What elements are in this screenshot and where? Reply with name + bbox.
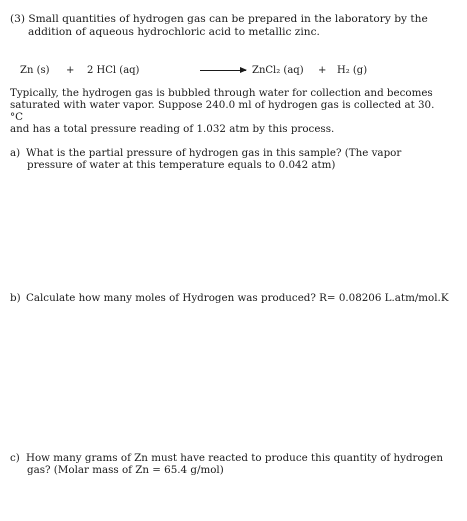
question-a [10, 147, 455, 171]
context-line-1: Typically, the hydrogen gas is bubbled through water for collection and becomes [10, 87, 433, 99]
context-line-3: and has a total pressure reading of 1.032 atm by this process. [10, 123, 335, 135]
question-c-line-2: gas? (Molar mass of Zn = 65.4 g/mol) [27, 464, 224, 476]
question-a-line-1: What is the partial pressure of hydrogen gas in this sample? (The vapor [26, 147, 402, 159]
product-hydrogen: H₂ (g) [337, 65, 368, 76]
reactant-hcl: 2 HCl (aq) [87, 65, 140, 76]
question-b-letter: b) [10, 292, 21, 304]
problem-statement [10, 13, 450, 38]
question-c [10, 452, 455, 476]
problem-header-line-2: addition of aqueous hydrochloric acid to metallic zinc. [28, 25, 320, 38]
plus-sign-1: + [66, 65, 75, 76]
question-b-line-1: Calculate how many moles of Hydrogen was produced? R= 0.08206 L.atm/mol.K [26, 292, 449, 304]
problem-header-line-1: (3) Small quantities of hydrogen gas can be prepared in the laboratory by the [10, 13, 428, 25]
reactant-zinc: Zn (s) [20, 65, 50, 76]
context-paragraph [10, 87, 450, 135]
context-line-2: saturated with water vapor. Suppose 240.0 ml of hydrogen gas is collected at 30. °C [10, 99, 435, 123]
plus-sign-2: + [318, 65, 327, 76]
product-zinc-chloride: ZnCl₂ (aq) [252, 65, 304, 76]
question-c-line-1: How many grams of Zn must have reacted to produce this quantity of hydrogen [26, 452, 443, 464]
reaction-arrow-icon [200, 70, 246, 71]
question-a-letter: a) [10, 147, 21, 159]
question-c-letter: c) [10, 452, 20, 464]
chemical-equation [20, 64, 450, 78]
question-b [10, 292, 455, 304]
question-a-line-2: pressure of water at this temperature equals to 0.042 atm) [27, 159, 336, 171]
